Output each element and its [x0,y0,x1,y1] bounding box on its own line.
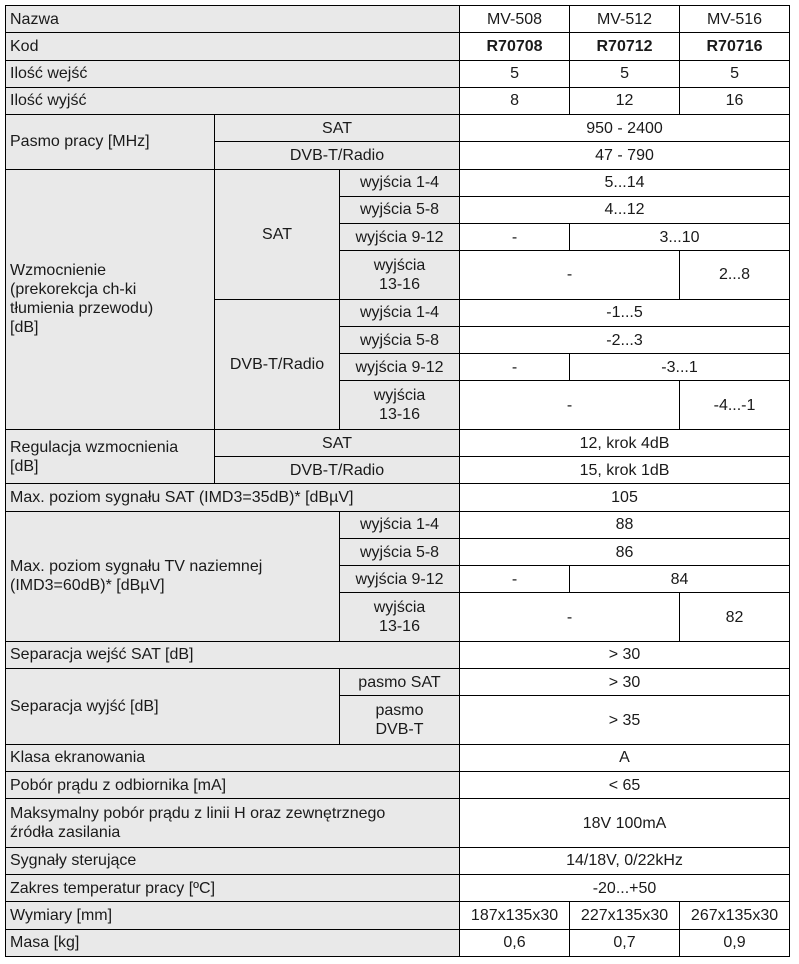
max-tv-dash-9-12: - [460,566,570,593]
gain-sat-value-9-12: 3...10 [570,224,790,251]
gain-reg-label [6,429,215,484]
inputs-label: Ilość wejść [6,60,460,87]
gain-dvb-value-13-16: -4...-1 [680,381,790,429]
sep-out-dvb-label-line-2: DVB-T [375,721,424,739]
max-tv-out-13-16-line-1: wyjścia [373,599,426,617]
row-gain-sat-1 [6,169,790,196]
current-max-label [6,799,460,847]
code-label: Kod [6,33,460,60]
max-tv-value-13-16: 82 [680,593,790,641]
row-shield [6,744,790,771]
gain-dvb-out-13-16-line-2: 13-16 [379,406,420,424]
gain-sat-out-5-8: wyjścia 5-8 [340,196,460,223]
row-sep-in [6,641,790,668]
max-tv-out-5-8: wyjścia 5-8 [340,538,460,565]
sep-out-dvb-value: > 35 [460,696,790,744]
sep-out-dvb-label-line-1: pasmo [375,702,424,720]
outputs-512: 12 [570,87,680,114]
row-dims [6,902,790,929]
sep-out-sat-value: > 30 [460,669,790,696]
row-name [6,6,790,33]
mass-508: 0,6 [460,929,570,956]
sep-in-label: Separacja wejść SAT [dB] [6,641,460,668]
max-tv-label-line-2: (IMD3=60dB)* [dBµV] [10,577,165,595]
gain-dvb-dash-9-12: - [460,354,570,381]
dims-512: 227x135x30 [570,902,680,929]
model-512: MV-512 [570,6,680,33]
band-sat-value: 950 - 2400 [460,115,790,142]
gain-dvb-dash-13-16: - [460,381,680,429]
row-control [6,847,790,874]
gain-reg-dvb-value: 15, krok 1dB [460,457,790,484]
gain-dvb-value-5-8: -2...3 [460,326,790,353]
row-gain-reg-sat [6,429,790,456]
gain-sat-label: SAT [215,169,340,299]
gain-label [6,169,215,429]
max-tv-value-5-8: 86 [460,538,790,565]
gain-sat-out-9-12: wyjścia 9-12 [340,224,460,251]
code-516: R70716 [680,33,790,60]
mass-512: 0,7 [570,929,680,956]
current-max-label-line-2: źródła zasilania [10,824,121,842]
max-tv-out-1-4: wyjścia 1-4 [340,511,460,538]
model-508: MV-508 [460,6,570,33]
band-sat-label: SAT [215,115,460,142]
gain-sat-value-13-16: 2...8 [680,251,790,299]
row-outputs [6,87,790,114]
gain-dvb-out-1-4: wyjścia 1-4 [340,299,460,326]
outputs-label: Ilość wyjść [6,87,460,114]
max-tv-dash-13-16: - [460,593,680,641]
shield-value: A [460,744,790,771]
temp-value: -20...+50 [460,875,790,902]
max-sat-label: Max. poziom sygnału SAT (IMD3=35dB)* [dBµV] [6,484,460,511]
band-dvb-value: 47 - 790 [460,142,790,169]
row-band-sat [6,115,790,142]
row-sep-out-sat [6,669,790,696]
gain-sat-out-13-16 [340,251,460,299]
control-value: 14/18V, 0/22kHz [460,847,790,874]
current-max-value: 18V 100mA [460,799,790,847]
outputs-508: 8 [460,87,570,114]
max-tv-value-1-4: 88 [460,511,790,538]
gain-sat-dash-13-16: - [460,251,680,299]
dims-label: Wymiary [mm] [6,902,460,929]
sep-out-sat-label: pasmo SAT [340,669,460,696]
gain-sat-out-13-16-line-2: 13-16 [379,275,420,293]
inputs-516: 5 [680,60,790,87]
current-max-label-line-1: Maksymalny pobór prądu z linii H oraz zewnętrznego [10,805,386,823]
max-tv-out-13-16 [340,593,460,641]
control-label: Sygnały sterujące [6,847,460,874]
gain-sat-dash-9-12: - [460,224,570,251]
model-516: MV-516 [680,6,790,33]
gain-label-line-1: Wzmocnienie [10,262,107,280]
gain-reg-sat-value: 12, krok 4dB [460,429,790,456]
gain-dvb-out-13-16 [340,381,460,429]
row-code [6,33,790,60]
outputs-516: 16 [680,87,790,114]
max-tv-out-9-12: wyjścia 9-12 [340,566,460,593]
gain-reg-label-line-2: [dB] [10,457,39,475]
sep-out-dvb-label [340,696,460,744]
row-max-sat [6,484,790,511]
gain-dvb-value-1-4: -1...5 [460,299,790,326]
gain-reg-dvb-label: DVB-T/Radio [215,457,460,484]
name-label: Nazwa [6,6,460,33]
gain-sat-value-1-4: 5...14 [460,169,790,196]
code-508: R70708 [460,33,570,60]
max-tv-label-line-1: Max. poziom sygnału TV naziemnej [10,558,263,576]
gain-label-line-4: [dB] [10,319,39,337]
current-rx-label: Pobór prądu z odbiornika [mA] [6,772,460,799]
dims-516: 267x135x30 [680,902,790,929]
current-rx-value: < 65 [460,772,790,799]
sep-out-label: Separacja wyjść [dB] [6,669,340,745]
gain-dvb-value-9-12: -3...1 [570,354,790,381]
dims-508: 187x135x30 [460,902,570,929]
gain-label-line-3: tłumienia przewodu) [10,300,154,318]
gain-dvb-label: DVB-T/Radio [215,299,340,429]
row-current-rx [6,772,790,799]
max-tv-out-13-16-line-2: 13-16 [379,618,420,636]
gain-reg-label-line-1: Regulacja wzmocnienia [10,438,179,456]
gain-reg-sat-label: SAT [215,429,460,456]
max-tv-label [6,511,340,641]
max-tv-value-9-12: 84 [570,566,790,593]
gain-label-line-2: (prekorekcja ch-ki [10,281,137,299]
gain-sat-value-5-8: 4...12 [460,196,790,223]
code-512: R70712 [570,33,680,60]
gain-dvb-out-13-16-line-1: wyjścia [373,387,426,405]
row-current-max [6,799,790,847]
shield-label: Klasa ekranowania [6,744,460,771]
mass-516: 0,9 [680,929,790,956]
row-temp [6,875,790,902]
gain-sat-out-13-16-line-1: wyjścia [373,256,426,274]
row-max-tv-1 [6,511,790,538]
band-label: Pasmo pracy [MHz] [6,115,215,170]
row-mass [6,929,790,956]
sep-in-value: > 30 [460,641,790,668]
mass-label: Masa [kg] [6,929,460,956]
gain-dvb-out-5-8: wyjścia 5-8 [340,326,460,353]
gain-sat-out-1-4: wyjścia 1-4 [340,169,460,196]
temp-label: Zakres temperatur pracy [ºC] [6,875,460,902]
row-inputs [6,60,790,87]
spec-table [5,5,790,957]
max-sat-value: 105 [460,484,790,511]
inputs-512: 5 [570,60,680,87]
inputs-508: 5 [460,60,570,87]
band-dvb-label: DVB-T/Radio [215,142,460,169]
gain-dvb-out-9-12: wyjścia 9-12 [340,354,460,381]
